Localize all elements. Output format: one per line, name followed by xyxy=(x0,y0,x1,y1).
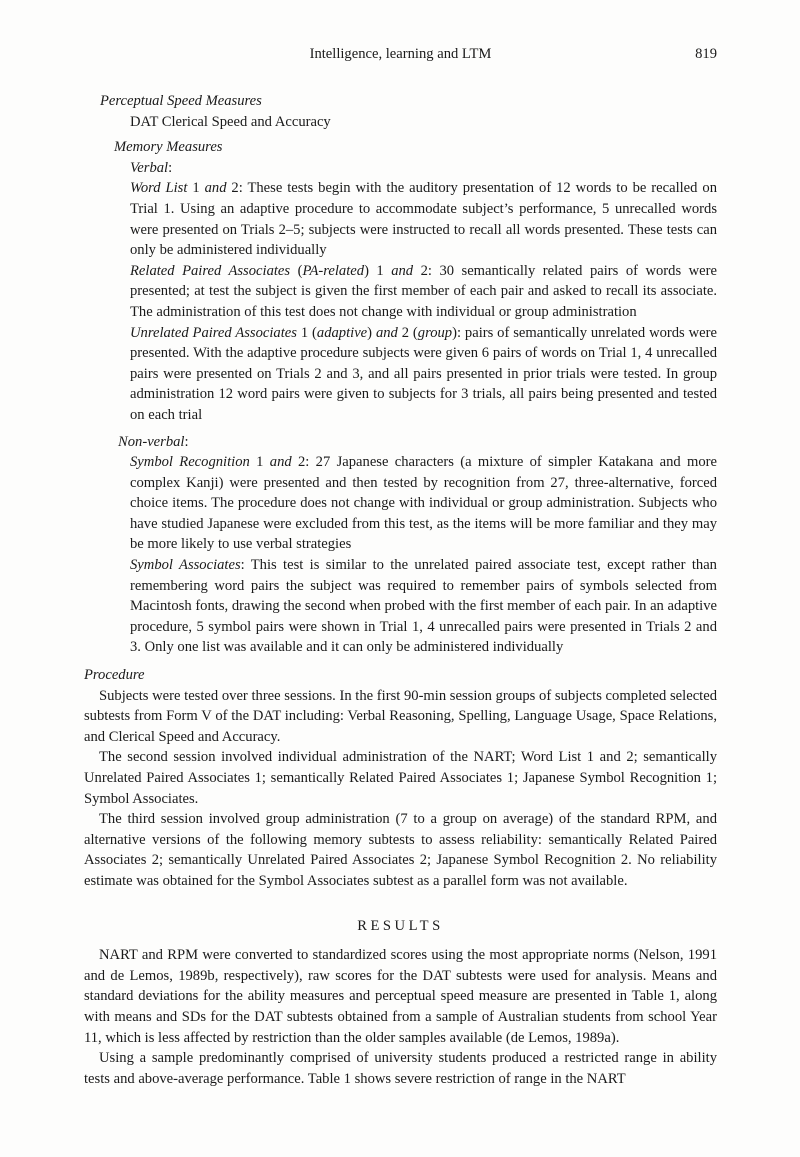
italic-text: Unrelated Paired Associates xyxy=(130,324,297,341)
italic-text: and xyxy=(375,324,398,341)
test-description-paragraph xyxy=(130,555,717,658)
text: 1 ( xyxy=(296,324,317,341)
text: pairs of semantically unrelated words were presented. With the adaptive procedure subjects were given 6 pairs of words on Trial 1, 4 unrecalled pairs were presented on Trials 2 and 3, and all pairs presented in prior trials were tested. In group administration 12 word pairs were given to subjects for 3 trials, all pairs being presented and tested on each trial xyxy=(130,324,717,423)
italic-text: adaptive xyxy=(316,324,368,341)
paragraph: The third session involved group administration (7 to a group on average) of the standard RPM, and alternative versions of the following memory subtests to assess reliability: semantically Related Paired Associates 2; semantically Unrelated Paired Associates 2; Japanese Symbol Recognition 2. No reliability estimate was obtained for the Symbol Associates subtest as a parallel form was not available. xyxy=(84,811,717,889)
text: 2: xyxy=(291,454,316,471)
italic-text: Verbal xyxy=(130,159,169,176)
results-paragraphs xyxy=(84,945,717,1089)
italic-text: Word List xyxy=(130,180,188,197)
italic-text: group xyxy=(417,324,453,341)
procedure-paragraphs xyxy=(84,686,717,892)
italic-text: and xyxy=(269,454,292,471)
subsection-label xyxy=(130,158,717,179)
italic-text: and xyxy=(204,180,227,197)
memory-measures-heading: Memory Measures xyxy=(114,139,223,156)
page-number: 819 xyxy=(695,46,717,62)
text: ( xyxy=(290,262,303,279)
text: These tests begin with the auditory presentation of 12 words to be recalled on Trial 1. Using an adaptive procedure to accommodate subject’s performance, 5 unrecalled words were presented on Trials 2–5; subjects were instructed to recall all words presented. These tests can only be administered individually xyxy=(130,180,717,259)
text: 27 Japanese characters (a mixture of simpler Katakana and more complex Kanji) were presented and then tested by recognition from 27, three-alternative, forced choice items. The procedure does not change with individual or group administration. Subjects who have studied Japanese were excluded from this test, as the items will be more familiar and they may be more likely to use verbal strategies xyxy=(130,454,718,553)
text: This test is similar to the unrelated paired associate test, except rather than remembering word pairs the subject was required to remember pairs of symbols selected from Macintosh fonts, drawing the second when probed with the first member of each pair. In an adaptive procedure, 5 symbol pairs were shown in Trial 1, 4 unrecalled pairs were presented in Trials 2 and 3. Only one list was available and it can only be administered individually xyxy=(130,557,717,656)
test-description-paragraph xyxy=(130,452,717,555)
test-description-paragraph xyxy=(130,261,717,323)
paragraph: Using a sample predominantly comprised of university students produced a restricted range in ability tests and above-average performance. Table 1 shows severe restriction of range in the NART xyxy=(84,1050,717,1087)
text: : xyxy=(184,433,189,450)
memory-subsections xyxy=(84,158,717,658)
page-header xyxy=(84,44,717,65)
text: ) 1 xyxy=(364,262,392,279)
paragraph: The second session involved individual administration of the NART; Word List 1 and 2; semantically Unrelated Paired Associates 1; semantically Related Paired Associates 1; Japanese Symbol Recognition 1; Symbol Associates. xyxy=(84,749,717,807)
memory-subsection xyxy=(84,158,717,426)
paragraph: NART and RPM were converted to standardized scores using the most appropriate norms (Nelson, 1991 and de Lemos, 1989b, respectively), raw scores for the DAT subtests were used for analysis. Means and standard deviations for the ability measures and perceptual speed measure are presented in Table 1, along with means and SDs for the DAT subtests obtained from a sample of Australian students from school Year 11, which is less affected by restriction than the older samples available (de Lemos, 1989a). xyxy=(84,947,717,1046)
text: ) xyxy=(367,324,376,341)
italic-text: and xyxy=(391,262,414,279)
text: 1 xyxy=(249,454,270,471)
dat-clerical-item: DAT Clerical Speed and Accuracy xyxy=(130,113,331,130)
italic-text: PA-related xyxy=(302,262,365,279)
italic-text: Symbol Associates xyxy=(130,557,241,574)
text: 30 semantically related pairs of words were presented; at test the subject is given the first member of each pair and asked to recall its associate. The administration of this test does not change with individual or group administration xyxy=(130,262,717,320)
italic-text: Symbol Recognition xyxy=(130,454,250,471)
italic-text: Related Paired Associates xyxy=(130,262,291,279)
results-heading: RESULTS xyxy=(357,917,444,934)
paragraph: Subjects were tested over three sessions. In the first 90-min session groups of subjects completed selected subtests from Form V of the DAT including: Verbal Reasoning, Spelling, Language Usage, Space Relations, and Clerical Speed and Accuracy. xyxy=(84,687,717,745)
text: 1 xyxy=(187,180,205,197)
text: 2: xyxy=(226,180,248,197)
text: : xyxy=(240,557,251,574)
text: : xyxy=(168,159,173,176)
memory-subsection xyxy=(84,432,717,659)
text: 2 ( xyxy=(397,324,418,341)
running-title: Intelligence, learning and LTM xyxy=(309,46,492,62)
test-description-paragraph xyxy=(130,178,717,260)
subsection-label xyxy=(118,432,717,453)
procedure-heading: Procedure xyxy=(84,667,145,684)
perceptual-speed-measures-heading: Perceptual Speed Measures xyxy=(100,93,262,109)
text: 2: xyxy=(413,262,440,279)
text: ): xyxy=(452,324,465,341)
test-description-paragraph xyxy=(130,323,717,426)
italic-text: Non-verbal xyxy=(118,433,185,450)
